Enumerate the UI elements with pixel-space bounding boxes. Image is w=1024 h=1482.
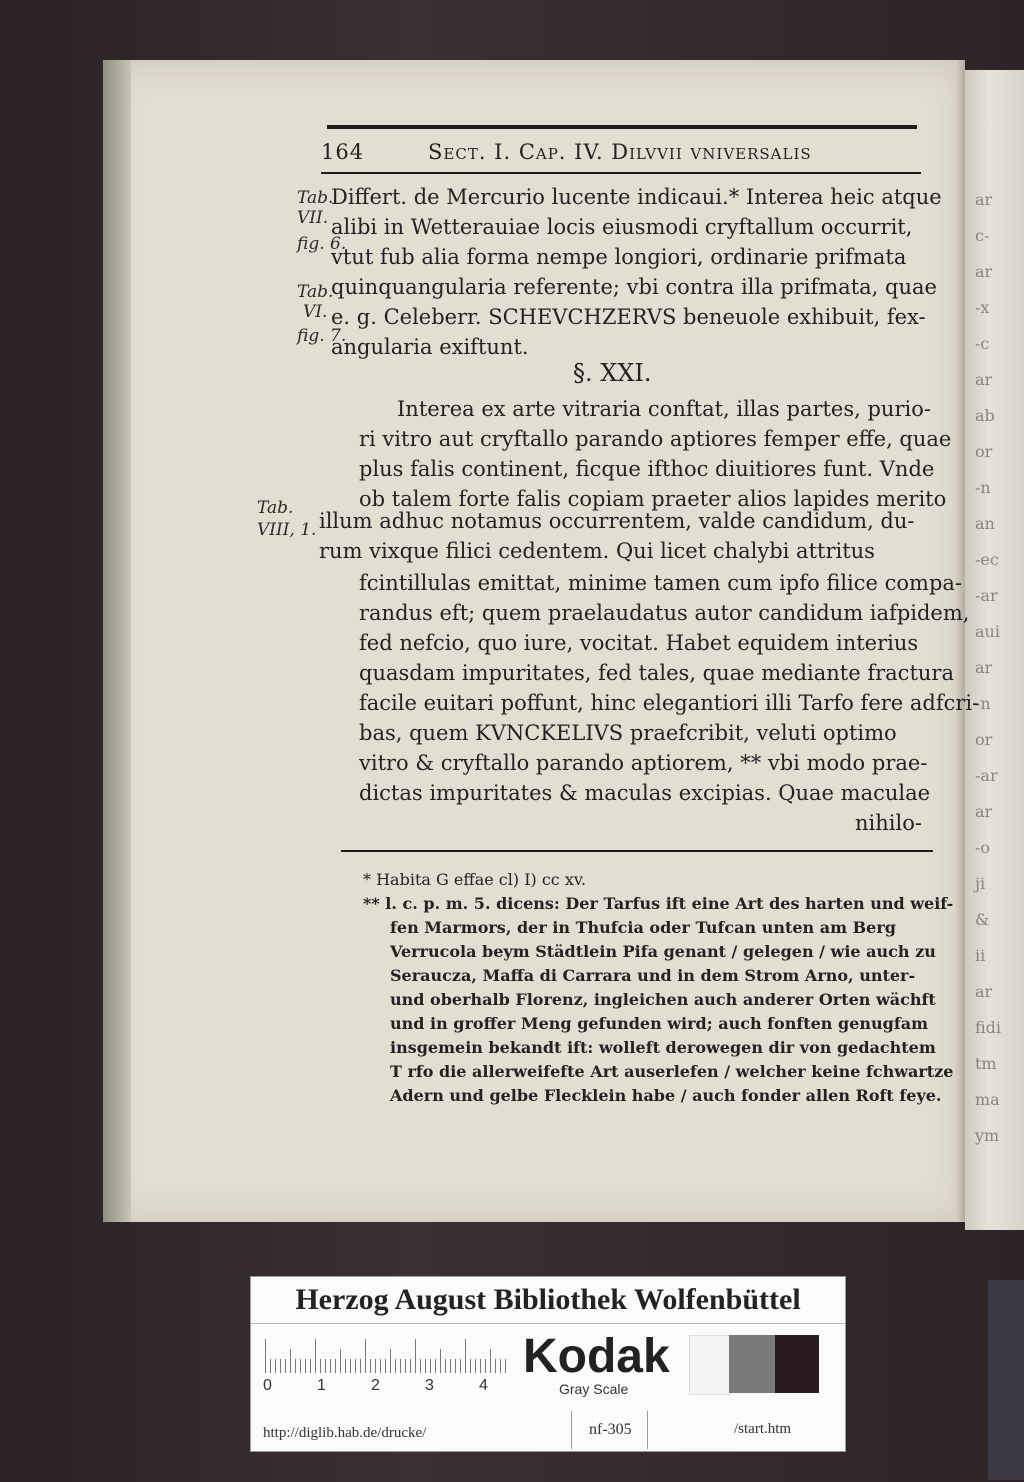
adjacent-page-fragment: ym: [975, 1126, 1000, 1145]
ruler-tick: [395, 1359, 396, 1373]
ruler-tick: [415, 1339, 416, 1373]
library-name: Herzog August Bibliothek Wolfenbüttel: [295, 1283, 801, 1316]
ruler-tick: [275, 1359, 276, 1373]
text-line: fed nefcio, quo iure, vocitat. Habet equidem interius: [359, 631, 919, 655]
text-line: angularia exiftunt.: [331, 335, 529, 359]
ruler-tick: [370, 1359, 371, 1373]
footnote-line: Adern und gelbe Flecklein habe / auch fonder allen Roft feye.: [390, 1086, 942, 1105]
source-url: http://diglib.hab.de/drucke/: [263, 1425, 427, 1441]
ruler-labels: [259, 1377, 509, 1397]
ruler-tick: [485, 1359, 486, 1373]
ruler-tick: [290, 1349, 291, 1373]
text-line: randus eft; quem praelaudatus autor candidum iafpidem,: [359, 601, 970, 625]
ruler-tick: [455, 1359, 456, 1373]
kodak-logo: Kodak: [523, 1330, 670, 1383]
ruler-label: 1: [317, 1377, 326, 1394]
marginal-note: Tab.: [297, 282, 334, 302]
text-line: quinquangularia referente; vbi contra illa prifmata, quae: [331, 275, 937, 299]
adjacent-page-fragment: or: [975, 442, 993, 461]
ruler-tick: [405, 1359, 406, 1373]
text-line: Interea ex arte vitraria conftat, illas partes, purio-: [397, 397, 931, 421]
footnote-line: Seraucza, Maffa di Carrara und in dem Strom Arno, unter-: [390, 966, 916, 985]
gray-swatch-mid: [729, 1335, 775, 1393]
adjacent-page-fragment: an: [975, 514, 995, 533]
marginal-note: VIII, 1.: [257, 520, 317, 540]
ruler-tick: [360, 1359, 361, 1373]
adjacent-page-fragment: &: [975, 910, 990, 929]
card-separator: [647, 1411, 648, 1449]
ruler-tick: [265, 1339, 266, 1373]
footnote-line: * Habita G effae cl) I) cc xv.: [363, 870, 587, 889]
ruler-tick: [380, 1359, 381, 1373]
ruler-tick: [425, 1359, 426, 1373]
marginal-note: VI.: [303, 302, 328, 322]
text-line: alibi in Wetterauiae locis eiusmodi cryftallum occurrit,: [331, 215, 913, 239]
adjacent-page-fragment: -o: [975, 838, 991, 857]
adjacent-page-fragment: -n: [975, 694, 991, 713]
ruler-tick: [465, 1339, 466, 1373]
ruler-tick: [310, 1359, 311, 1373]
adjacent-page-fragment: ar: [975, 370, 993, 389]
gray-scale-label: Gray Scale: [559, 1381, 629, 1397]
footnote-rule: [341, 850, 933, 852]
ruler-tick: [500, 1359, 501, 1373]
footnote-line: T rfo die allerweifefte Art auserlefen / welcher keine fchwartze: [390, 1062, 954, 1081]
adjacent-page-fragment: fidi: [975, 1018, 1002, 1037]
start-page-path: /start.htm: [734, 1421, 792, 1437]
footnote-line: ** l. c. p. m. 5. dicens: Der Tarfus ift eine Art des harten und weif-: [363, 894, 954, 913]
ruler-tick: [295, 1359, 296, 1373]
ruler-tick: [270, 1359, 271, 1373]
footnote-line: fen Marmors, der in Thufcia oder Tufcan unten am Berg: [390, 918, 896, 937]
adjacent-page-fragment: ab: [975, 406, 995, 425]
adjacent-page-fragment: aui: [975, 622, 1000, 641]
book-page: [103, 60, 980, 1222]
page-number: 164: [321, 140, 365, 164]
marginal-note: fig. 6.: [297, 234, 347, 254]
ruler-tick: [330, 1359, 331, 1373]
gray-swatch-dark: [775, 1335, 819, 1393]
adjacent-page-fragment: -ar: [975, 766, 998, 785]
ruler-tick: [350, 1359, 351, 1373]
adjacent-page-fragment: ma: [975, 1090, 1000, 1109]
ruler-tick: [340, 1349, 341, 1373]
adjacent-page-fragment: tm: [975, 1054, 997, 1073]
ruler-tick: [470, 1359, 471, 1373]
library-target-card: [250, 1276, 846, 1452]
text-line: ri vitro aut cryftallo parando aptiores femper effe, quae: [359, 427, 952, 451]
adjacent-page-fragment: c-: [975, 226, 990, 245]
adjacent-page-fragment: -ar: [975, 586, 998, 605]
ruler-tick: [430, 1359, 431, 1373]
ruler-tick: [445, 1359, 446, 1373]
adjacent-page-fragment: ar: [975, 982, 993, 1001]
ruler-tick: [385, 1359, 386, 1373]
ruler-tick: [300, 1359, 301, 1373]
adjacent-page-fragment: ar: [975, 190, 993, 209]
ruler-label: 0: [263, 1377, 272, 1394]
adjacent-page-fragment: ii: [975, 946, 986, 965]
ruler-tick: [460, 1359, 461, 1373]
text-line: fcintillulas emittat, minime tamen cum ipfo filice compa-: [359, 571, 963, 595]
section-heading: §. XXI.: [573, 359, 652, 387]
header-rule-bottom: [321, 172, 921, 174]
gray-swatch-white: [689, 1335, 731, 1395]
ruler-tick: [390, 1349, 391, 1373]
ruler-tick: [475, 1359, 476, 1373]
ruler-tick: [345, 1359, 346, 1373]
ruler-tick: [480, 1359, 481, 1373]
footnote-line: insgemein bekandt ift: wolleft derowegen dir von gedachtem: [390, 1038, 936, 1057]
ruler-tick: [315, 1339, 316, 1373]
text-line: vitro & cryftallo parando aptiorem, ** vbi modo prae-: [359, 751, 928, 775]
ruler-tick: [420, 1359, 421, 1373]
ruler-tick: [490, 1349, 491, 1373]
footnote-line: und oberhalb Florenz, ingleichen auch anderer Orten wächft: [390, 990, 936, 1009]
ruler-tick: [400, 1359, 401, 1373]
ruler-tick: [505, 1359, 506, 1373]
ruler-tick: [435, 1359, 436, 1373]
text-line: quasdam impuritates, fed tales, quae mediante fractura: [359, 661, 954, 685]
marginal-note: Tab.: [257, 498, 294, 518]
ruler-scale: [265, 1333, 505, 1373]
catchword: nihilo-: [855, 811, 922, 835]
text-line: rum vixque filici cedentem. Qui licet chalybi attritus: [319, 539, 875, 563]
ruler-label: 4: [479, 1377, 488, 1394]
text-line: Differt. de Mercurio lucente indicaui.* Interea heic atque: [331, 185, 942, 209]
adjacent-page-fragment: ar: [975, 658, 993, 677]
card-separator: [571, 1411, 572, 1449]
ruler-tick: [410, 1359, 411, 1373]
ruler-tick: [365, 1339, 366, 1373]
adjacent-page-fragment: or: [975, 730, 993, 749]
right-edge-strip: [988, 1280, 1024, 1480]
marginal-note: fig. 7.: [297, 326, 347, 346]
adjacent-page-fragment: -x: [975, 298, 990, 317]
ruler-tick: [335, 1359, 336, 1373]
ruler-tick: [450, 1359, 451, 1373]
footnote-line: Verrucola beym Städtlein Pifa genant / gelegen / wie auch zu: [390, 942, 936, 961]
ruler-tick: [320, 1359, 321, 1373]
ruler-label: 2: [371, 1377, 380, 1394]
ruler-tick: [440, 1349, 441, 1373]
text-line: ob talem forte falis copiam praeter alios lapides merito: [359, 487, 947, 511]
footnote-line: und in groffer Meng gefunden wird; auch fonften genugfam: [390, 1014, 929, 1033]
text-line: illum adhuc notamus occurrentem, valde candidum, du-: [319, 509, 915, 533]
adjacent-page-fragment: ji: [975, 874, 986, 893]
page-gutter: [955, 60, 965, 1222]
ruler-tick: [325, 1359, 326, 1373]
header-rule-top: [327, 125, 917, 129]
ruler-tick: [285, 1359, 286, 1373]
text-line: vtut fub alia forma nempe longiori, ordinarie prifmata: [331, 245, 907, 269]
text-line: plus falis continent, ficque ifthoc diuitiores funt. Vnde: [359, 457, 935, 481]
ruler-tick: [495, 1359, 496, 1373]
card-divider: [251, 1323, 845, 1324]
ruler-tick: [305, 1359, 306, 1373]
ruler-tick: [375, 1359, 376, 1373]
adjacent-page-fragment: ar: [975, 802, 993, 821]
ruler-label: 3: [425, 1377, 434, 1394]
text-line: e. g. Celeberr. SCHEVCHZERVS beneuole exhibuit, fex-: [331, 305, 926, 329]
running-title: Sect. I. Cap. IV. Dilvvii vniversalis: [428, 140, 812, 164]
page-binding-edge: [103, 60, 131, 1222]
adjacent-page-fragment: -ec: [975, 550, 999, 569]
text-line: bas, quem KVNCKELIVS praefcribit, veluti optimo: [359, 721, 897, 745]
adjacent-page-fragment: -c: [975, 334, 990, 353]
shelfmark-code: nf-305: [589, 1421, 632, 1438]
marginal-note: VII.: [297, 208, 329, 228]
adjacent-page-edge: [965, 70, 1024, 1230]
ruler-tick: [355, 1359, 356, 1373]
adjacent-page-fragment: -n: [975, 478, 991, 497]
marginal-note: Tab.: [297, 188, 334, 208]
text-line: facile euitari poffunt, hinc elegantiori illi Tarfo fere adfcri-: [359, 691, 980, 715]
text-line: dictas impuritates & maculas excipias. Quae maculae: [359, 781, 931, 805]
ruler-tick: [280, 1359, 281, 1373]
adjacent-page-fragment: ar: [975, 262, 993, 281]
